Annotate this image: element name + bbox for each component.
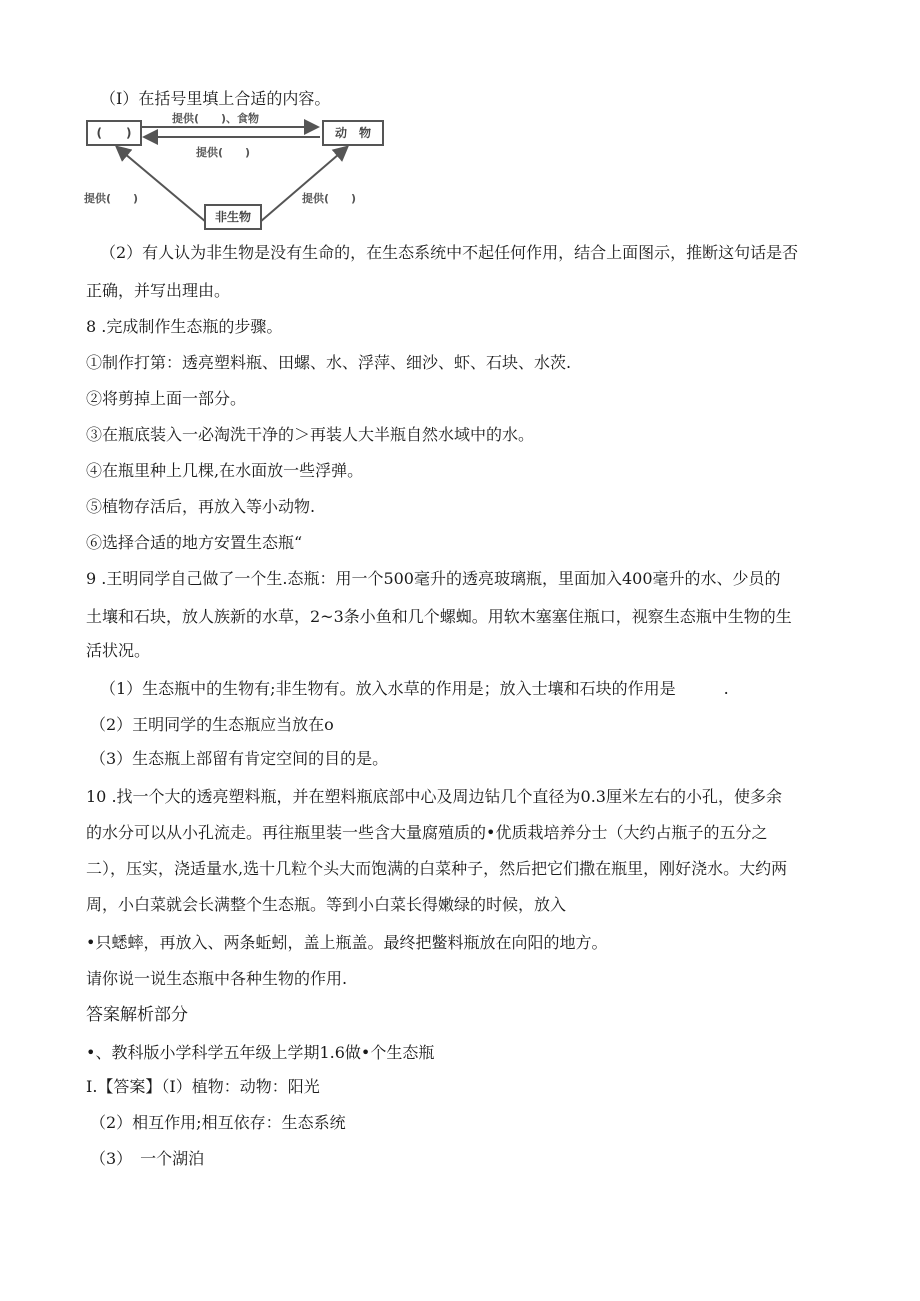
diagram-label-middle: 提供( ) <box>196 146 251 159</box>
answer-1: I.【答案】（I）植物：动物：阳光 <box>86 1077 320 1096</box>
q8-step-5: ⑤植物存活后，再放入等小动物. <box>86 497 316 516</box>
diagram-box-animal: 动 物 <box>322 120 384 146</box>
answers-heading: 答案解析部分 <box>86 1005 188 1025</box>
q9-sub-2: （2）王明同学的生态瓶应当放在o <box>90 715 334 734</box>
q8-step-6: ⑥选择合适的地方安置生态瓶“ <box>86 533 303 552</box>
answer-1-part-2: （2）相互作用;相互依存：生态系统 <box>90 1113 346 1132</box>
q9-line-1: 9 .王明同学自己做了一个生.态瓶：用一个500毫升的透亮玻璃瓶，里面加入400毫升的水、少员的 <box>86 569 781 588</box>
answer-1-part-3: （3） 一个湖泊 <box>90 1149 205 1168</box>
q10-line-3: 二），压实，浇适量水,选十几粒个头大而饱满的白菜种子，然后把它们撒在瓶里，刚好浇水。大约两 <box>86 859 788 878</box>
q7-part1: （I）在括号里填上合适的内容。 <box>100 89 331 108</box>
q9-line-3: 活状况。 <box>86 641 151 660</box>
arrow-nonliving-to-plant <box>118 148 206 222</box>
q10-line-5: •只蟋蟀，再放入、两条蚯蚓，盖上瓶盖。最终把鳖料瓶放在向阳的地方。 <box>86 933 608 952</box>
diagram-label-right: 提供( ) <box>302 192 357 205</box>
q8-title: 8 .完成制作生态瓶的步骤。 <box>86 317 283 336</box>
diagram-box-nonliving: 非生物 <box>204 204 262 230</box>
q9-sub-3: （3）生态瓶上部留有肯定空间的目的是。 <box>90 749 389 768</box>
q10-line-6: 请你说一说生态瓶中各种生物的作用. <box>86 969 348 988</box>
q10-line-4: 周，小白菜就会长满整个生态瓶。等到小白菜长得嫩绿的时候，放入 <box>86 895 567 914</box>
q10-line-1: 10 .找一个大的透亮塑料瓶，并在塑料瓶底部中心及周边钻几个直径为0.3厘米左右的小孔，使多余 <box>86 787 782 806</box>
q7-part2-line1: （2）有人认为非生物是没有生命的，在生态系统中不起任何作用，结合上面图示，推断这句话是否 <box>100 243 799 262</box>
diagram-label-left: 提供( ) <box>84 192 139 205</box>
ecosystem-diagram <box>84 110 384 230</box>
q7-part2-line2: 正确，并写出理由。 <box>86 281 231 300</box>
arrow-nonliving-to-animal <box>260 148 346 222</box>
diagram-box-plant: ( ) <box>86 120 142 146</box>
q8-step-1: ①制作打第：透亮塑料瓶、田螺、水、浮萍、细沙、虾、石块、水茨. <box>86 353 572 372</box>
q8-step-2: ②将剪掉上面一部分。 <box>86 389 247 408</box>
q8-step-4: ④在瓶里种上几棵,在水面放一些浮弹。 <box>86 461 364 480</box>
diagram-label-top: 提供( )、食物 <box>172 112 260 125</box>
q9-sub-1: （1）生态瓶中的生物有;非生物有。放入水草的作用是；放入士壤和石块的作用是 . <box>100 679 729 698</box>
answers-section-title: •、教科版小学科学五年级上学期1.6做•个生态瓶 <box>86 1043 435 1062</box>
q9-line-2: 土壤和石块，放人族新的水草，2~3条小鱼和几个螺蜘。用软木塞塞住瓶口，视察生态瓶中生物的生 <box>86 607 792 626</box>
q10-line-2: 的水分可以从小孔流走。再往瓶里装一些含大量腐殖质的•优质栽培养分士（大约占瓶子的五分之 <box>86 823 768 842</box>
q8-step-3: ③在瓶底装入一必淘洗干净的＞再装人大半瓶自然水域中的水。 <box>86 425 535 444</box>
